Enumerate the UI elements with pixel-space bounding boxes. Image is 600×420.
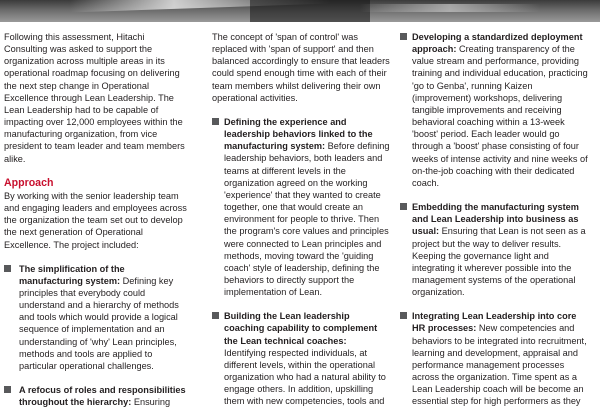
intro-paragraph: Following this assessment, Hitachi Consulting was asked to support the organization across multiple areas in its operational roadmap focusing on delivering the next step change in Operational Excellence through Lean Leadership. The Lean Leadership had to be capable of impacting over 12,000 employees within the manufacturing organization, from vice president to team leader and team members alike.: [4, 32, 185, 164]
list-item-text: Ensuring that Lean is not seen as a project but the way to deliver results. Keeping the governance light and integrating it wherever possible into the management systems of the operational organization.: [412, 226, 586, 298]
list-item: [4, 384, 190, 408]
photo-highlight-2: [360, 4, 540, 12]
list-item-text: Ensuring: [131, 397, 171, 408]
list-item-title: The simplification of the manufacturing system:: [19, 263, 125, 286]
approach-heading: Approach: [4, 176, 54, 189]
list-item-title: Embedding the manufacturing system and Lean Leadership into business as usual:: [412, 202, 579, 237]
square-bullet-icon: [212, 118, 219, 125]
photo-shadow: [250, 0, 370, 22]
list-item-title: A refocus of roles and responsibilities throughout the hierarchy:: [19, 385, 186, 408]
column-middle: [212, 31, 390, 408]
approach-paragraph: By working with the senior leadership team and engaging leaders and employees across the organization the team set out to develop the next generation of Operational Excellence. The project included:: [4, 190, 187, 250]
column-left: [4, 31, 190, 408]
square-bullet-icon: [4, 265, 11, 272]
list-item-title: Developing a standardized deployment approach:: [412, 32, 583, 55]
square-bullet-icon: [4, 386, 11, 393]
square-bullet-icon: [400, 312, 407, 319]
list-item: [212, 116, 390, 298]
list-item-text: Identifying respected individuals, at different levels, within the operational organization who had a natural ability to engage others. In addition, upskilling them with new competencies, tools and: [224, 347, 386, 407]
list-item: [400, 31, 590, 189]
square-bullet-icon: [212, 312, 219, 319]
square-bullet-icon: [400, 33, 407, 40]
list-item: [4, 263, 190, 372]
list-item-text: Creating transparency of the value stream and performance, providing training and individual education, practicing 'go to Genba', running Kaizen (improvement) workshops, delivering tangible improvements and receiving behavioral coaching within a 13-week 'boost' period. Each leader would go through a 'boost' phase consisting of four weeks of intense activity and nine weeks of on-the-job coaching with their dedicated coach.: [412, 44, 588, 188]
list-item-title: Building the Lean leadership coaching capability to complement the Lean technical coaches:: [224, 311, 378, 346]
list-item-text: Defining key principles that everybody could understand and a hierarchy of methods and tools which would provide a logical sequence of implementation and an understanding of 'why' Lean principles, methods and tools are applied to particular operational challenges.: [19, 275, 179, 371]
list-item-text: New competencies and behaviors to be integrated into recruitment, learning and development, appraisal and performance management processes across the organization. Time spent as a Lean Leadership coach will be become an essential step for high performers as they: [412, 323, 587, 407]
list-item-title: Integrating Lean Leadership into core HR processes:: [412, 311, 577, 334]
list-item-title: Defining the experience and leadership behaviors linked to the manufacturing system:: [224, 116, 373, 152]
list-item: [212, 310, 390, 407]
continuation-paragraph: The concept of 'span of control' was replaced with 'span of support' and then balanced accordingly to ensure that leaders could spend enough time with each of their team members whilst delivering their own operational activities.: [212, 32, 390, 103]
header-photo-strip: [0, 0, 600, 22]
column-right: [400, 31, 590, 408]
list-item: [400, 310, 590, 407]
list-item: [400, 201, 590, 298]
square-bullet-icon: [400, 203, 407, 210]
list-item-text: Before defining leadership behaviors, both leaders and teams at different levels in the organization agreed on the working 'experience' that they wanted to create together, one that would create an environment for people to thrive. Then the program's core values and principles were connected to Lean principles and methods, moving toward the 'guiding coach' style of leadership, defining the behaviors to directly support the implementation of Lean.: [224, 141, 390, 298]
